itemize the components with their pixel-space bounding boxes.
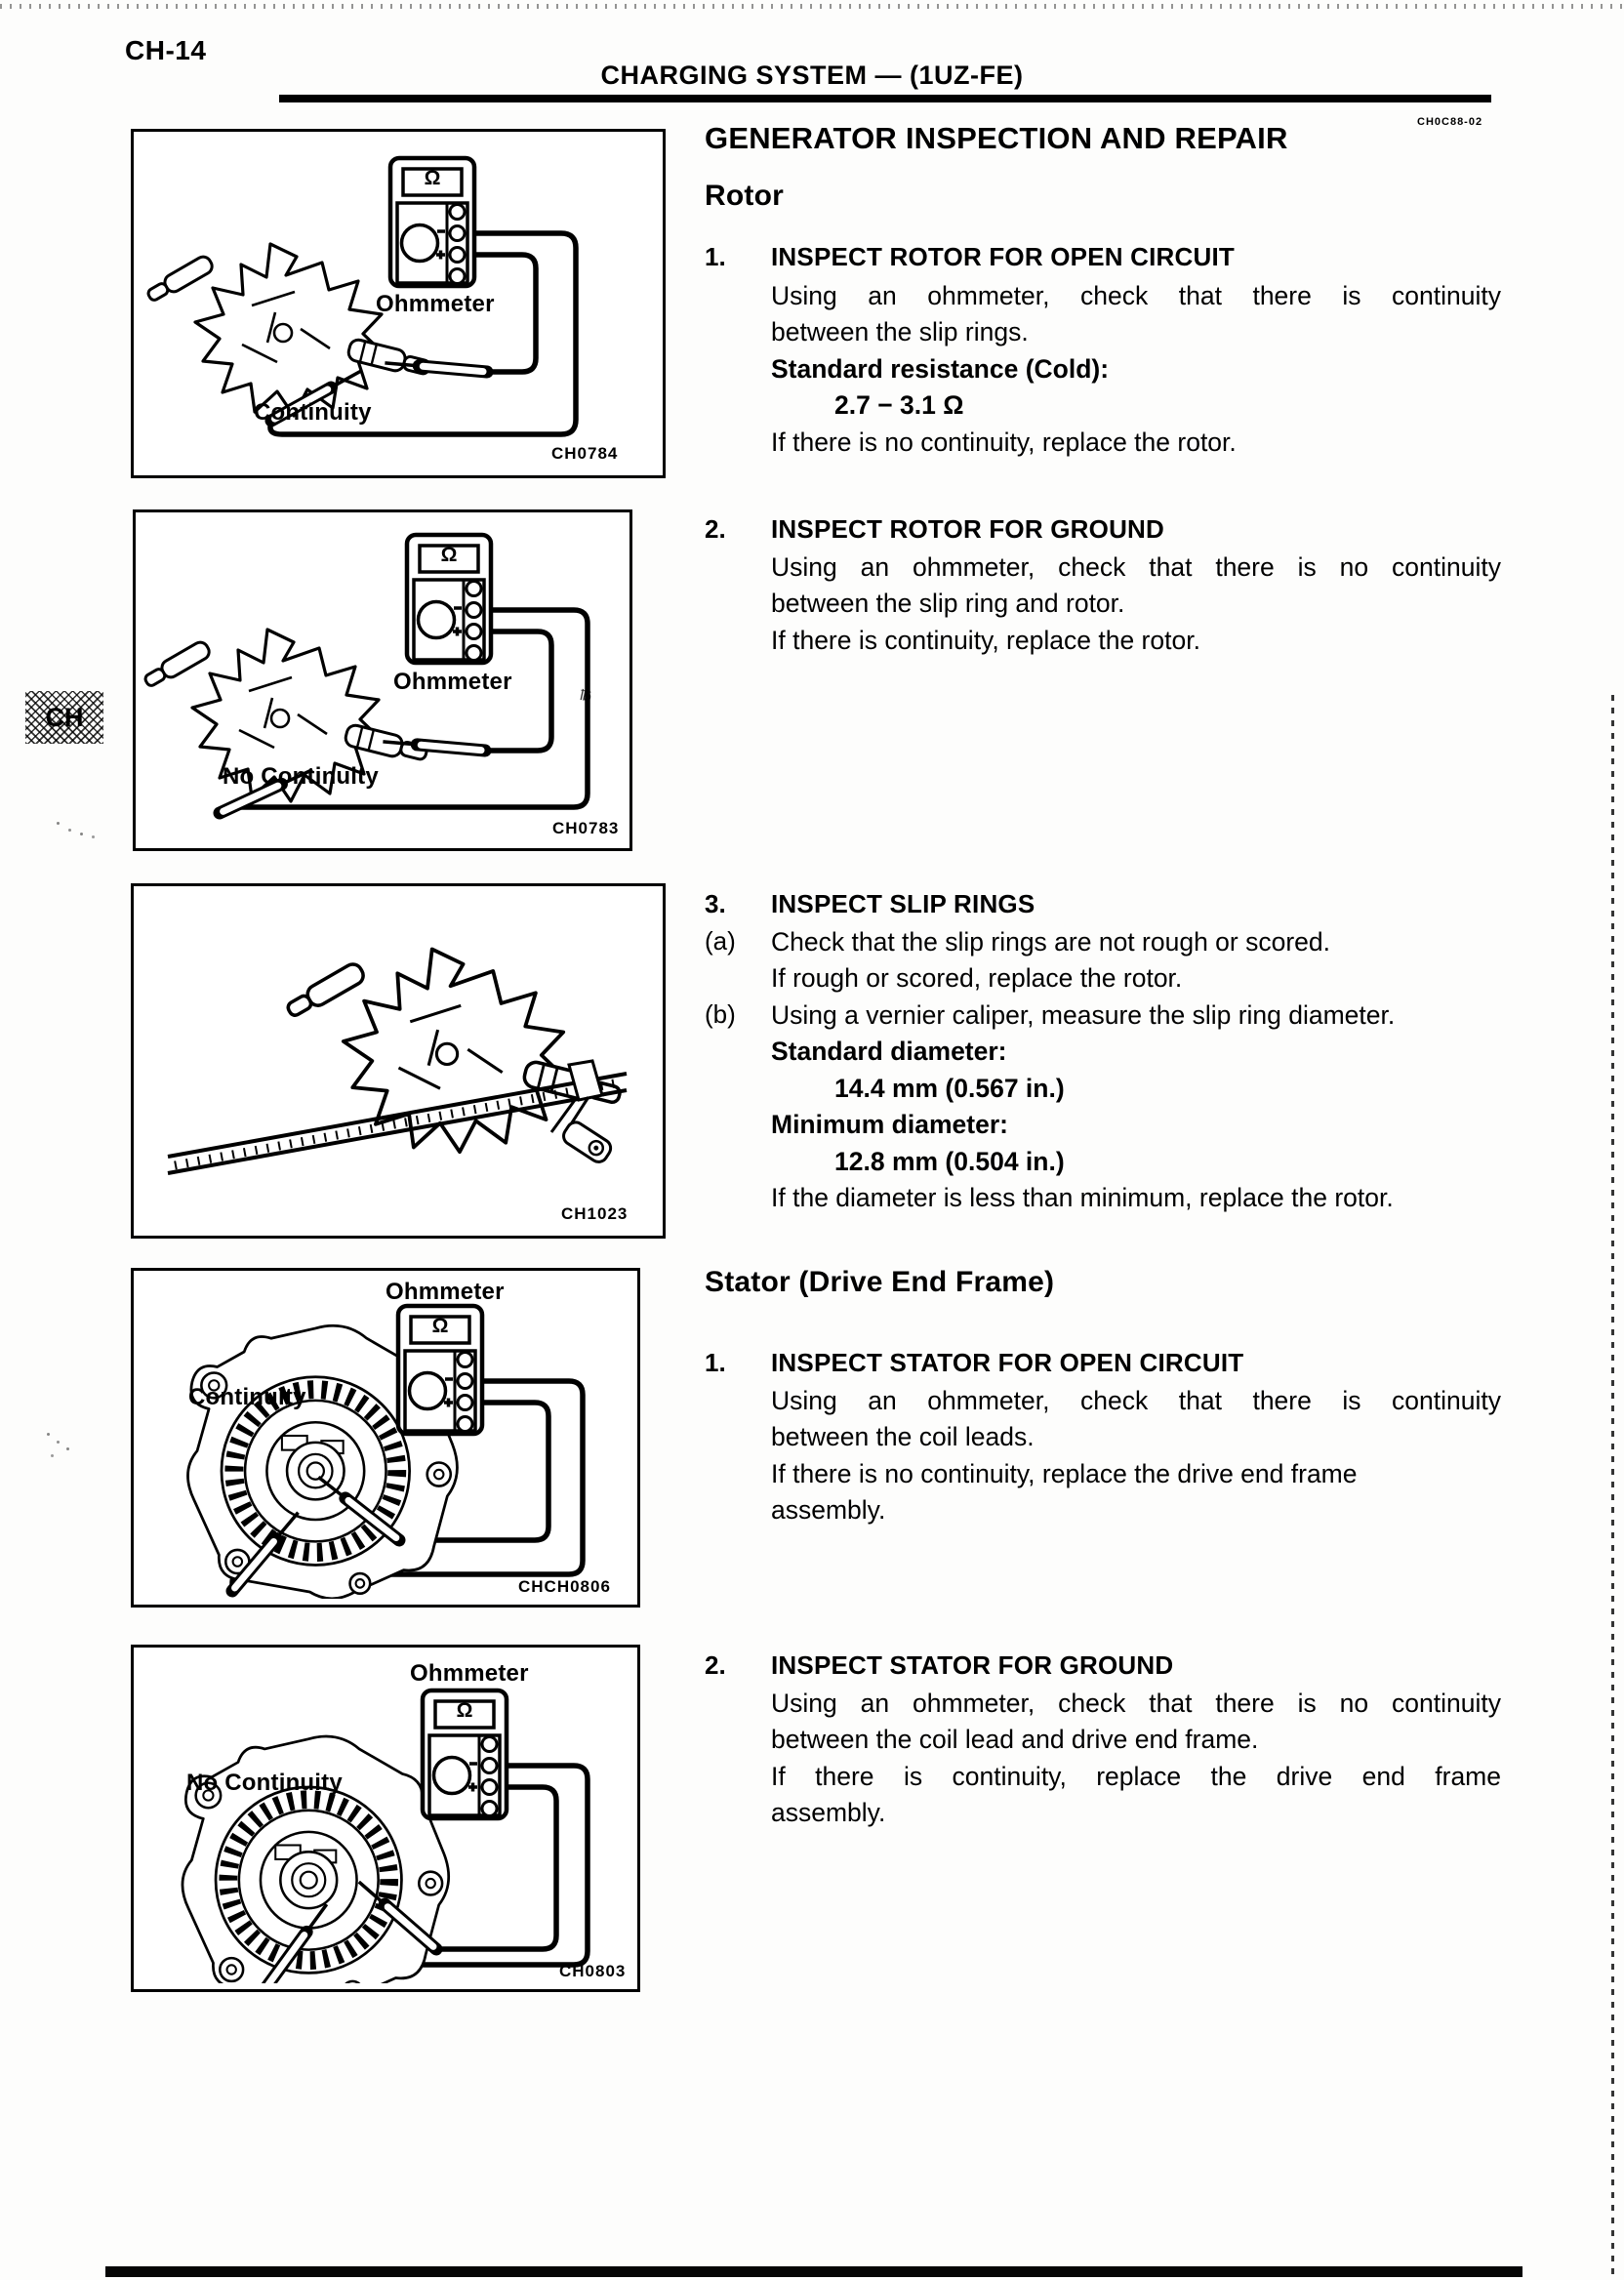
scan-noise-top bbox=[0, 4, 1624, 9]
body-line: Using a vernier caliper, measure the slip ring diameter. bbox=[771, 1000, 1396, 1030]
step-number: 2. bbox=[705, 514, 726, 544]
spec-label: Standard diameter: bbox=[771, 1037, 1007, 1066]
step-title: INSPECT ROTOR FOR GROUND bbox=[771, 514, 1165, 544]
page-title: CHARGING SYSTEM — (1UZ-FE) bbox=[600, 61, 1024, 90]
spec-value: 12.8 mm (0.504 in.) bbox=[834, 1147, 1065, 1176]
figure-code: CH0784 bbox=[551, 444, 619, 463]
vernier-caliper-illustration bbox=[134, 886, 657, 1230]
body-line: Using an ohmmeter, check that there is continuity bbox=[771, 281, 1501, 310]
figure-code: CH0803 bbox=[559, 1962, 627, 1980]
ohmmeter-label: Ohmmeter bbox=[393, 669, 512, 695]
scan-noise-speck bbox=[47, 1433, 50, 1436]
step-title: INSPECT STATOR FOR OPEN CIRCUIT bbox=[771, 1348, 1244, 1377]
scan-noise-right-edge bbox=[1611, 695, 1614, 2276]
step-number: 3. bbox=[705, 889, 726, 918]
section-title: GENERATOR INSPECTION AND REPAIR bbox=[705, 121, 1288, 155]
stator-ground-illustration bbox=[134, 1648, 631, 1983]
spec-label: Standard resistance (Cold): bbox=[771, 354, 1110, 384]
body-line: If there is no continuity, replace the rotor. bbox=[771, 428, 1237, 457]
body-line: between the slip rings. bbox=[771, 317, 1029, 346]
body-line: If there is continuity, replace the drive end frame bbox=[771, 1762, 1501, 1791]
figure-rotor-open-circuit bbox=[131, 129, 666, 478]
ohmmeter-label: Ohmmeter bbox=[376, 291, 495, 317]
continuity-label: Continuity bbox=[188, 1384, 306, 1410]
chapter-tab bbox=[25, 691, 103, 744]
body-line: assembly. bbox=[771, 1798, 886, 1827]
stator-open-circuit-illustration bbox=[134, 1271, 631, 1599]
section-code: CH0C88-02 bbox=[1417, 116, 1483, 128]
substep-marker: (b) bbox=[705, 999, 736, 1029]
no-continuity-label: No Continuity bbox=[223, 763, 379, 790]
step-number: 1. bbox=[705, 1348, 726, 1377]
body-line: If rough or scored, replace the rotor. bbox=[771, 963, 1183, 993]
body-line: Using an ohmmeter, check that there is no continuity bbox=[771, 1689, 1501, 1718]
figure-slip-ring-measurement bbox=[131, 883, 666, 1239]
figure-code: CHCH0806 bbox=[518, 1577, 611, 1596]
ohmmeter-label: Ohmmeter bbox=[386, 1279, 505, 1305]
step-title: INSPECT SLIP RINGS bbox=[771, 889, 1035, 918]
body-line: Using an ohmmeter, check that there is no continuity bbox=[771, 552, 1501, 582]
figure-code: CH1023 bbox=[561, 1204, 629, 1223]
stator-heading: Stator (Drive End Frame) bbox=[705, 1266, 1055, 1298]
body-line: between the coil leads. bbox=[771, 1422, 1035, 1451]
step-title: INSPECT ROTOR FOR OPEN CIRCUIT bbox=[771, 242, 1235, 271]
body-line: assembly. bbox=[771, 1495, 886, 1525]
scan-artifact-glyph: ℔ bbox=[578, 686, 593, 707]
body-line: between the slip ring and rotor. bbox=[771, 589, 1125, 618]
body-line: If the diameter is less than minimum, replace the rotor. bbox=[771, 1183, 1394, 1212]
ohmmeter-label: Ohmmeter bbox=[410, 1660, 529, 1687]
page-number: CH-14 bbox=[125, 35, 207, 65]
chapter-tab-label: CH bbox=[45, 702, 84, 732]
substep-marker: (a) bbox=[705, 926, 736, 956]
ohm-symbol: Ω bbox=[440, 544, 458, 566]
step-number: 1. bbox=[705, 242, 726, 271]
body-line: If there is continuity, replace the rotor. bbox=[771, 626, 1200, 655]
body-line: If there is no continuity, replace the drive end frame bbox=[771, 1459, 1358, 1488]
continuity-label: Continuity bbox=[254, 399, 372, 426]
body-line: Check that the slip rings are not rough or scored. bbox=[771, 927, 1330, 957]
scan-noise-speck bbox=[57, 822, 60, 825]
rotor-heading: Rotor bbox=[705, 180, 784, 212]
spec-value: 2.7 − 3.1 Ω bbox=[834, 390, 964, 420]
rotor-ground-illustration bbox=[136, 512, 624, 842]
figure-stator-ground bbox=[131, 1645, 640, 1992]
step-number: 2. bbox=[705, 1650, 726, 1680]
ohm-symbol: Ω bbox=[456, 1699, 473, 1722]
ohm-symbol: Ω bbox=[424, 167, 441, 189]
body-line: between the coil lead and drive end frame. bbox=[771, 1725, 1259, 1754]
spec-value: 14.4 mm (0.567 in.) bbox=[834, 1074, 1065, 1103]
header-rule bbox=[279, 95, 1491, 102]
body-line: Using an ohmmeter, check that there is continuity bbox=[771, 1386, 1501, 1415]
spec-label: Minimum diameter: bbox=[771, 1110, 1008, 1139]
figure-stator-open-circuit bbox=[131, 1268, 640, 1608]
ohm-symbol: Ω bbox=[431, 1315, 449, 1337]
figure-rotor-ground bbox=[133, 509, 632, 851]
no-continuity-label: No Continuity bbox=[186, 1770, 343, 1796]
step-title: INSPECT STATOR FOR GROUND bbox=[771, 1650, 1174, 1680]
figure-code: CH0783 bbox=[552, 819, 620, 837]
scan-noise-bottom-bar bbox=[105, 2266, 1522, 2277]
